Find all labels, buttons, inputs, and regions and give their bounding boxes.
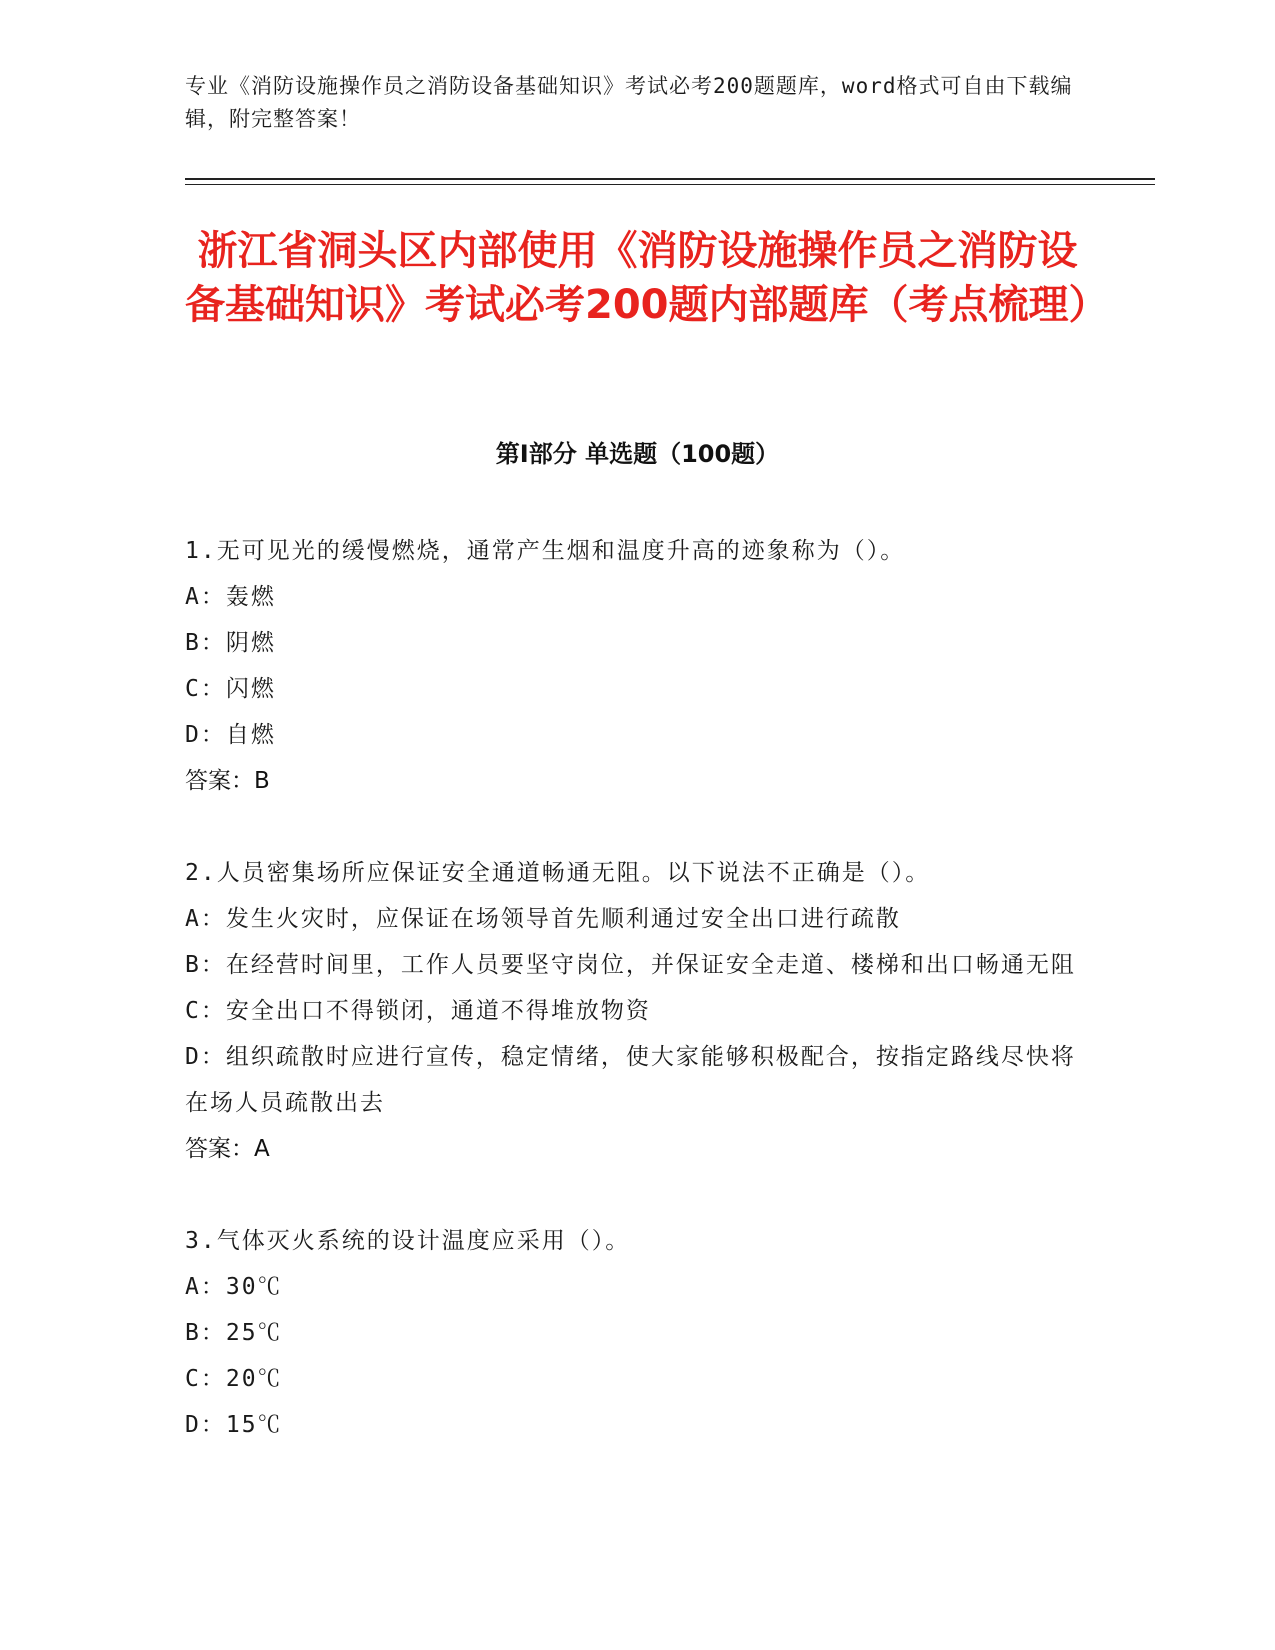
option-text: 25℃ [225,1320,283,1346]
option-a [185,1264,1085,1310]
option-c [185,988,1085,1034]
option-separator: ： [200,722,226,748]
option-separator: ： [200,1320,226,1346]
option-separator: ： [200,584,226,610]
option-key: B [185,1320,201,1346]
answer-label: 答案： [185,768,254,794]
option-key: C [185,1366,201,1392]
option-text: 组织疏散时应进行宣传，稳定情绪，使大家能够积极配合，按指定路线尽快将在场人员疏散出去 [185,1044,1076,1116]
question-item [185,850,1085,1172]
option-key: B [185,952,201,978]
option-separator: ： [200,998,226,1024]
option-text: 20℃ [225,1366,283,1392]
option-b [185,1310,1085,1356]
option-key: C [185,676,201,702]
option-key: D [185,722,201,748]
answer-label: 答案： [185,1136,254,1162]
option-b [185,942,1085,988]
header-note: 专业《消防设施操作员之消防设备基础知识》考试必考200题题库，word格式可自由下载编辑，附完整答案！ [185,74,1073,131]
option-text: 轰燃 [225,584,276,610]
option-d [185,1402,1085,1448]
option-c [185,666,1085,712]
option-a [185,574,1085,620]
option-key: A [185,584,201,610]
option-key: D [185,1412,201,1438]
option-d [185,1034,1085,1126]
option-separator: ： [200,906,226,932]
option-key: A [185,906,201,932]
option-text: 自燃 [225,722,276,748]
header-divider-thick [185,178,1155,180]
option-key: D [185,1044,201,1070]
section-title: 第Ⅰ部分 单选题（100题） [495,440,780,468]
option-key: B [185,630,201,656]
option-separator: ： [200,1044,226,1070]
option-separator: ： [200,952,226,978]
option-key: A [185,1274,201,1300]
question-item [185,528,1085,804]
option-text: 在经营时间里，工作人员要坚守岗位，并保证安全走道、楼梯和出口畅通无阻 [225,952,1076,978]
option-text: 15℃ [225,1412,283,1438]
option-text: 30℃ [225,1274,283,1300]
option-d [185,712,1085,758]
option-separator: ： [200,1274,226,1300]
answer [185,1126,1085,1172]
answer-value: A [254,1136,270,1162]
option-b [185,620,1085,666]
option-text: 阴燃 [225,630,276,656]
question-text: 1.无可见光的缓慢燃烧，通常产生烟和温度升高的迹象称为（）。 [185,538,906,564]
question-list [185,528,1085,1494]
answer [185,758,1085,804]
option-key: C [185,998,201,1024]
option-a [185,896,1085,942]
header-divider-thin [185,184,1155,185]
answer-value: B [254,768,270,794]
option-separator: ： [200,676,226,702]
option-text: 安全出口不得锁闭，通道不得堆放物资 [225,998,651,1024]
option-separator: ： [200,1366,226,1392]
option-text: 发生火灾时，应保证在场领导首先顺利通过安全出口进行疏散 [225,906,901,932]
option-text: 闪燃 [225,676,276,702]
document-title: 浙江省洞头区内部使用《消防设施操作员之消防设备基础知识》考试必考200题内部题库（考点梳理） [185,228,1109,328]
question-text: 3.气体灭火系统的设计温度应采用（）。 [185,1228,631,1254]
option-separator: ： [200,630,226,656]
question-item [185,1218,1085,1448]
question-text: 2.人员密集场所应保证安全通道畅通无阻。以下说法不正确是（）。 [185,860,931,886]
option-separator: ： [200,1412,226,1438]
option-c [185,1356,1085,1402]
